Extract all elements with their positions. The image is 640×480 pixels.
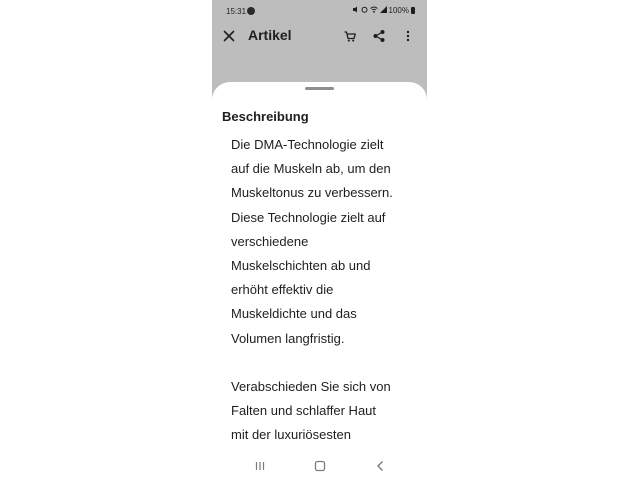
back-button[interactable] bbox=[372, 458, 388, 474]
mute-icon bbox=[352, 6, 359, 15]
description-line: Muskelschichten ab und bbox=[231, 257, 371, 273]
phone-screen bbox=[212, 0, 427, 480]
cart-button[interactable] bbox=[342, 28, 358, 44]
page-title: Artikel bbox=[248, 27, 292, 43]
share-icon bbox=[371, 28, 387, 44]
description-line: Falten und schlaffer Haut bbox=[231, 403, 377, 419]
battery-icon bbox=[411, 7, 415, 14]
description-line: Die DMA-Technologie zielt bbox=[231, 137, 384, 152]
recents-button[interactable] bbox=[252, 458, 268, 474]
cart-icon bbox=[342, 28, 358, 44]
description-line: mit der luxuriösesten bbox=[231, 427, 351, 443]
close-icon bbox=[221, 28, 237, 44]
paragraph-gap bbox=[231, 351, 421, 375]
system-nav-bar bbox=[212, 452, 427, 480]
recents-icon bbox=[252, 458, 268, 474]
description-line: Volumen langfristig. bbox=[231, 330, 345, 346]
more-options-button[interactable] bbox=[400, 28, 416, 44]
description-line: auf die Muskeln ab, um den bbox=[231, 161, 391, 177]
description-line: Muskeltonus zu verbessern. bbox=[231, 185, 393, 201]
status-icons bbox=[352, 6, 415, 15]
signal-icon bbox=[380, 6, 387, 15]
description-text bbox=[231, 133, 421, 447]
description-line: Verabschieden Sie sich von bbox=[231, 378, 391, 394]
section-heading: Beschreibung bbox=[222, 109, 309, 124]
notification-app-icon bbox=[247, 7, 255, 15]
share-button[interactable] bbox=[371, 28, 387, 44]
bottom-sheet bbox=[212, 82, 427, 452]
close-button[interactable] bbox=[221, 28, 237, 44]
drag-handle[interactable] bbox=[305, 87, 334, 90]
app-bar bbox=[212, 22, 427, 50]
home-icon bbox=[312, 458, 328, 474]
description-line: erhöht effektiv die bbox=[231, 282, 334, 298]
back-icon bbox=[372, 458, 388, 474]
description-line: Diese Technologie zielt auf bbox=[231, 209, 386, 225]
description-line: verschiedene bbox=[231, 233, 309, 249]
description-line: Muskeldichte und das bbox=[231, 306, 357, 322]
home-button[interactable] bbox=[312, 458, 328, 474]
battery-percent: 100% bbox=[388, 6, 409, 15]
wifi-icon bbox=[370, 6, 378, 15]
status-bar bbox=[212, 0, 427, 22]
status-time: 15:31 bbox=[226, 7, 247, 16]
more-vertical-icon bbox=[400, 28, 416, 44]
alarm-icon bbox=[361, 6, 368, 15]
